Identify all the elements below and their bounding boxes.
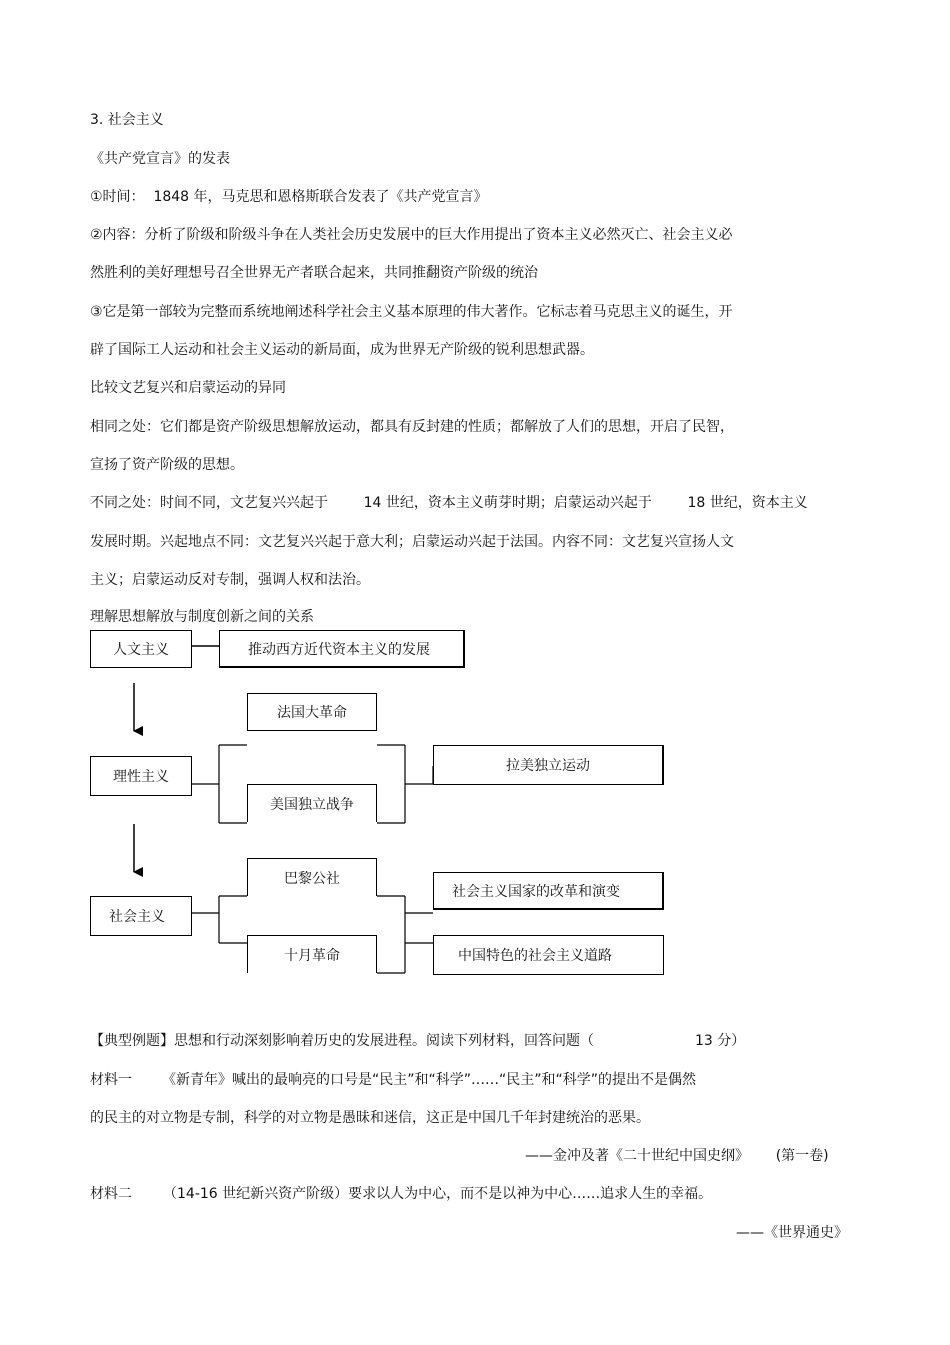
material-one-label: 材料一 bbox=[90, 1072, 132, 1088]
box-label: 美国独立战争 bbox=[270, 796, 354, 813]
material-two-source: ——《世界通史》 bbox=[736, 1225, 848, 1241]
material-one-text: 《新青年》喊出的最响亮的口号是“民主”和“科学”……“民主”和“科学”的提出不是偶然 bbox=[162, 1072, 697, 1088]
box-china-road bbox=[433, 935, 664, 975]
box-october-revolution bbox=[247, 935, 377, 973]
paragraph: ①时间： 1848 年，马克思和恩格斯联合发表了《共产党宣言》 bbox=[90, 189, 488, 205]
subsection-title: 比较文艺复兴和启蒙运动的异同 bbox=[90, 380, 286, 396]
box-label: 巴黎公社 bbox=[284, 870, 340, 887]
box-paris-commune bbox=[247, 858, 377, 896]
box-label: 人文主义 bbox=[113, 642, 169, 658]
box-french-revolution bbox=[247, 693, 377, 731]
box-label: 十月革命 bbox=[284, 947, 340, 964]
material-two-text: （14-16 世纪新兴资产阶级）要求以人为中心，而不是以神为中心……追求人生的幸福。 bbox=[163, 1186, 713, 1202]
paragraph: 主义；启蒙运动反对专制，强调人权和法治。 bbox=[90, 572, 370, 588]
subsection-title: 《共产党宣言》的发表 bbox=[90, 151, 230, 167]
paragraph: ③它是第一部较为完整而系统地阐述科学社会主义基本原理的伟大著作。它标志着马克思主义的诞生，开 bbox=[90, 304, 733, 320]
box-latin-america bbox=[433, 745, 664, 785]
box-reform bbox=[433, 872, 664, 910]
box-promote-capitalism bbox=[219, 630, 465, 668]
paragraph: 不同之处：时间不同，文艺复兴兴起于 14 世纪，资本主义萌芽时期；启蒙运动兴起于 18 世纪，资本主义 bbox=[90, 495, 808, 511]
example-heading: 【典型例题】思想和行动深刻影响着历史的发展进程。阅读下列材料，回答问题（ bbox=[90, 1033, 594, 1049]
paragraph: ②内容：分析了阶级和阶级斗争在人类社会历史发展中的巨大作用提出了资本主义必然灭亡、社会主义必 bbox=[90, 227, 733, 243]
box-rationalism bbox=[90, 756, 192, 796]
paragraph: 然胜利的美好理想号召全世界无产者联合起来，共同推翻资产阶级的统治 bbox=[90, 265, 538, 281]
box-label: 拉美独立运动 bbox=[506, 758, 590, 774]
paragraph: 发展时期。兴起地点不同：文艺复兴兴起于意大利；启蒙运动兴起于法国。内容不同：文艺复兴宣扬人文 bbox=[90, 534, 734, 550]
box-label: 推动西方近代资本主义的发展 bbox=[248, 641, 430, 658]
paragraph: 辟了国际工人运动和社会主义运动的新局面，成为世界无产阶级的锐利思想武器。 bbox=[90, 342, 594, 358]
paragraph: 宣扬了资产阶级的思想。 bbox=[90, 457, 244, 473]
material-one-continued: 的民主的对立物是专制，科学的对立物是愚昧和迷信，这正是中国几千年封建统治的恶果。 bbox=[90, 1110, 650, 1126]
material-two-label: 材料二 bbox=[90, 1186, 132, 1202]
box-humanism bbox=[90, 630, 192, 668]
material-one-source: ——金冲及著《二十世纪中国史纲》 (第一卷) bbox=[525, 1148, 829, 1164]
box-label: 社会主义国家的改革和演变 bbox=[452, 883, 620, 900]
box-label: 理性主义 bbox=[113, 769, 169, 785]
subsection-title: 理解思想解放与制度创新之间的关系 bbox=[90, 609, 314, 625]
paragraph: 相同之处：它们都是资产阶级思想解放运动，都具有反封建的性质；都解放了人们的思想，开启了民智， bbox=[90, 419, 734, 435]
box-label: 中国特色的社会主义道路 bbox=[458, 948, 612, 964]
box-american-war bbox=[247, 784, 377, 822]
box-label: 法国大革命 bbox=[277, 705, 347, 721]
box-socialism bbox=[90, 896, 192, 936]
section-title: 3. 社会主义 bbox=[90, 112, 164, 128]
box-label: 社会主义 bbox=[109, 909, 165, 925]
example-score: 13 分） bbox=[695, 1033, 746, 1049]
